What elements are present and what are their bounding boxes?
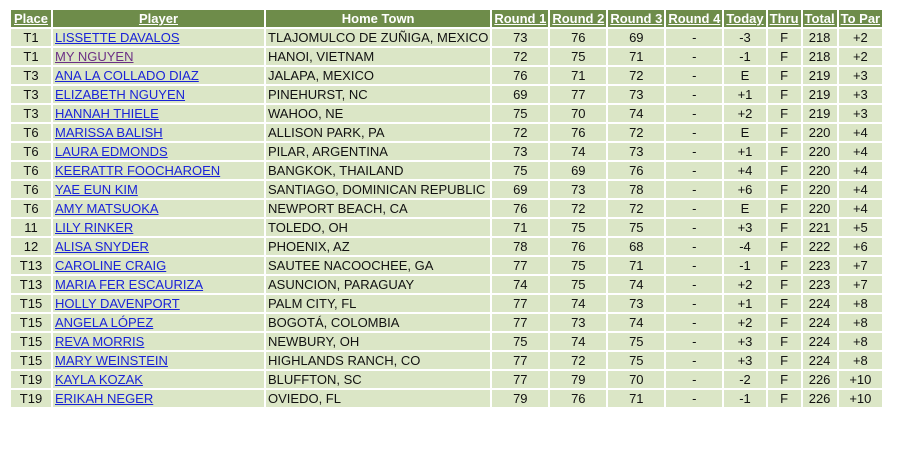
total-cell: 226 xyxy=(803,371,837,388)
thru-cell: F xyxy=(768,200,801,217)
player-cell xyxy=(53,105,264,122)
hometown-cell: ASUNCION, PARAGUAY xyxy=(266,276,490,293)
player-cell xyxy=(53,143,264,160)
place-cell: T19 xyxy=(11,390,51,407)
hometown-cell: PALM CITY, FL xyxy=(266,295,490,312)
hometown-cell: TLAJOMULCO DE ZUÑIGA, MEXICO xyxy=(268,30,489,45)
table-row xyxy=(11,200,882,217)
thru-cell: F xyxy=(768,295,801,312)
thru-cell: F xyxy=(768,48,801,65)
column-header-to-par[interactable]: To Par xyxy=(840,11,881,26)
hometown-cell: BANGKOK, THAILAND xyxy=(266,162,490,179)
place-cell: T6 xyxy=(11,181,51,198)
table-row xyxy=(11,124,882,141)
player-cell xyxy=(53,181,264,198)
round-4-cell: - xyxy=(666,86,722,103)
player-link[interactable]: MARY WEINSTEIN xyxy=(55,353,168,368)
round-3-cell: 70 xyxy=(608,371,664,388)
player-link[interactable]: HOLLY DAVENPORT xyxy=(55,296,180,311)
round-4-cell: - xyxy=(666,276,722,293)
round-1-cell: 72 xyxy=(492,48,548,65)
player-cell xyxy=(53,29,264,46)
round-3-cell: 68 xyxy=(608,238,664,255)
today-cell: -1 xyxy=(724,48,765,65)
total-cell: 224 xyxy=(803,333,837,350)
player-link[interactable]: HANNAH THIELE xyxy=(55,106,159,121)
today-cell: +2 xyxy=(724,276,765,293)
thru-cell: F xyxy=(768,314,801,331)
place-cell: T6 xyxy=(11,124,51,141)
thru-cell: F xyxy=(768,143,801,160)
today-cell: +6 xyxy=(724,181,765,198)
player-link[interactable]: ELIZABETH NGUYEN xyxy=(55,87,186,102)
to-par-cell: +4 xyxy=(839,162,883,179)
player-cell xyxy=(53,162,264,179)
round-2-cell: 71 xyxy=(550,67,606,84)
total-cell: 220 xyxy=(803,162,837,179)
total-cell: 219 xyxy=(803,67,837,84)
player-link[interactable]: YAE EUN KIM xyxy=(55,182,138,197)
round-3-cell: 75 xyxy=(608,333,664,350)
today-cell: +4 xyxy=(724,162,765,179)
round-1-cell: 79 xyxy=(492,390,548,407)
thru-cell: F xyxy=(768,162,801,179)
round-4-cell: - xyxy=(666,371,722,388)
player-cell xyxy=(53,371,264,388)
round-1-cell: 77 xyxy=(492,314,548,331)
round-4-cell: - xyxy=(666,219,722,236)
round-1-cell: 71 xyxy=(492,219,548,236)
to-par-cell: +8 xyxy=(839,352,883,369)
player-link[interactable]: LAURA EDMONDS xyxy=(55,144,168,159)
thru-cell: F xyxy=(768,86,801,103)
hometown-cell: BOGOTÁ, COLOMBIA xyxy=(266,314,490,331)
to-par-cell: +4 xyxy=(839,143,883,160)
thru-cell: F xyxy=(768,29,801,46)
round-2-cell: 75 xyxy=(550,276,606,293)
round-2-cell: 74 xyxy=(550,295,606,312)
round-3-cell: 71 xyxy=(608,390,664,407)
thru-cell: F xyxy=(768,257,801,274)
round-2-cell: 75 xyxy=(550,219,606,236)
leaderboard-body xyxy=(11,29,882,407)
to-par-cell: +3 xyxy=(839,86,883,103)
column-header-round-4[interactable]: Round 4 xyxy=(668,11,721,26)
round-1-cell: 76 xyxy=(492,200,548,217)
round-2-cell: 74 xyxy=(550,143,606,160)
round-4-cell: - xyxy=(666,314,722,331)
place-cell: T3 xyxy=(11,86,51,103)
today-cell: +1 xyxy=(724,86,765,103)
round-1-cell: 72 xyxy=(492,124,548,141)
player-link[interactable]: MY NGUYEN xyxy=(55,49,134,64)
table-row xyxy=(11,276,882,293)
place-cell: T6 xyxy=(11,143,51,160)
hometown-cell: PHOENIX, AZ xyxy=(266,238,490,255)
round-2-cell: 72 xyxy=(550,352,606,369)
round-2-cell: 72 xyxy=(550,200,606,217)
today-cell: +3 xyxy=(724,333,765,350)
today-cell: E xyxy=(724,200,765,217)
round-1-cell: 77 xyxy=(492,295,548,312)
table-row xyxy=(11,67,882,84)
player-cell xyxy=(53,257,264,274)
table-row xyxy=(11,295,882,312)
total-cell: 220 xyxy=(803,200,837,217)
to-par-cell: +10 xyxy=(839,390,883,407)
round-2-cell: 69 xyxy=(550,162,606,179)
round-4-cell: - xyxy=(666,143,722,160)
player-cell xyxy=(53,314,264,331)
round-2-cell: 79 xyxy=(550,371,606,388)
total-cell: 222 xyxy=(803,238,837,255)
player-link[interactable]: CAROLINE CRAIG xyxy=(55,258,167,273)
hometown-cell: SANTIAGO, DOMINICAN REPUBLIC xyxy=(266,181,490,198)
round-3-cell: 71 xyxy=(608,257,664,274)
table-row xyxy=(11,29,882,46)
round-3-cell: 74 xyxy=(608,314,664,331)
today-cell: +2 xyxy=(724,105,765,122)
round-3-cell: 72 xyxy=(608,124,664,141)
today-cell: -4 xyxy=(724,238,765,255)
total-cell: 220 xyxy=(803,143,837,160)
hometown-cell: HANOI, VIETNAM xyxy=(266,48,490,65)
player-link[interactable]: KEERATTR FOOCHAROEN xyxy=(55,163,221,178)
round-4-cell: - xyxy=(666,238,722,255)
player-cell xyxy=(53,200,264,217)
to-par-cell: +4 xyxy=(839,200,883,217)
thru-cell: F xyxy=(768,219,801,236)
round-3-cell: 74 xyxy=(608,105,664,122)
table-row xyxy=(11,219,882,236)
round-4-cell: - xyxy=(666,200,722,217)
leaderboard-table xyxy=(9,8,884,409)
hometown-cell: HIGHLANDS RANCH, CO xyxy=(266,352,490,369)
total-cell: 221 xyxy=(803,219,837,236)
round-2-cell: 70 xyxy=(550,105,606,122)
column-header-round-1[interactable]: Round 1 xyxy=(494,11,547,26)
round-3-cell: 75 xyxy=(608,352,664,369)
today-cell: +2 xyxy=(724,314,765,331)
thru-cell: F xyxy=(768,352,801,369)
to-par-cell: +5 xyxy=(839,219,883,236)
total-cell: 218 xyxy=(803,48,837,65)
player-link[interactable]: MARIA FER ESCAURIZA xyxy=(55,277,204,292)
hometown-cell: TOLEDO, OH xyxy=(266,219,490,236)
to-par-cell: +4 xyxy=(839,181,883,198)
round-4-cell: - xyxy=(666,352,722,369)
to-par-cell: +7 xyxy=(839,276,883,293)
round-4-cell: - xyxy=(666,333,722,350)
place-cell: T15 xyxy=(11,333,51,350)
hometown-cell: WAHOO, NE xyxy=(266,105,490,122)
table-row xyxy=(11,333,882,350)
round-2-cell: 75 xyxy=(550,257,606,274)
place-cell: T3 xyxy=(11,105,51,122)
place-cell: T15 xyxy=(11,295,51,312)
place-cell: 11 xyxy=(11,219,51,236)
player-cell xyxy=(53,333,264,350)
round-2-cell: 76 xyxy=(550,238,606,255)
round-2-cell: 77 xyxy=(550,86,606,103)
hometown-cell: PILAR, ARGENTINA xyxy=(266,143,490,160)
round-2-cell: 76 xyxy=(550,29,606,46)
round-1-cell: 73 xyxy=(492,29,548,46)
player-cell xyxy=(53,276,264,293)
player-cell xyxy=(53,48,264,65)
round-2-cell: 76 xyxy=(550,390,606,407)
column-header-thru[interactable]: Thru xyxy=(769,11,799,26)
today-cell: -2 xyxy=(724,371,765,388)
today-cell: -1 xyxy=(724,257,765,274)
round-1-cell: 78 xyxy=(492,238,548,255)
today-cell: +1 xyxy=(724,143,765,160)
today-cell: +3 xyxy=(724,352,765,369)
round-3-cell: 73 xyxy=(608,295,664,312)
thru-cell: F xyxy=(768,181,801,198)
player-link[interactable]: ANGELA LÓPEZ xyxy=(55,315,154,330)
column-header-home-town: Home Town xyxy=(266,10,490,27)
player-link[interactable]: AMY MATSUOKA xyxy=(55,201,159,216)
place-cell: T19 xyxy=(11,371,51,388)
place-cell: T1 xyxy=(11,29,51,46)
round-4-cell: - xyxy=(666,295,722,312)
hometown-cell: NEWBURY, OH xyxy=(266,333,490,350)
hometown-cell: JALAPA, MEXICO xyxy=(266,67,490,84)
round-1-cell: 74 xyxy=(492,276,548,293)
round-1-cell: 69 xyxy=(492,86,548,103)
player-link[interactable]: MARISSA BALISH xyxy=(55,125,163,140)
to-par-cell: +6 xyxy=(839,238,883,255)
thru-cell: F xyxy=(768,67,801,84)
round-3-cell: 78 xyxy=(608,181,664,198)
round-3-cell: 73 xyxy=(608,86,664,103)
round-4-cell: - xyxy=(666,48,722,65)
round-1-cell: 73 xyxy=(492,143,548,160)
round-1-cell: 75 xyxy=(492,333,548,350)
round-4-cell: - xyxy=(666,162,722,179)
round-4-cell: - xyxy=(666,124,722,141)
table-row xyxy=(11,238,882,255)
round-3-cell: 69 xyxy=(608,29,664,46)
round-3-cell: 76 xyxy=(608,162,664,179)
hometown-cell: SAUTEE NACOOCHEE, GA xyxy=(266,257,490,274)
round-3-cell: 71 xyxy=(608,48,664,65)
round-4-cell: - xyxy=(666,181,722,198)
hometown-cell: PINEHURST, NC xyxy=(266,86,490,103)
player-link[interactable]: REVA MORRIS xyxy=(55,334,145,349)
thru-cell: F xyxy=(768,333,801,350)
column-header-today[interactable]: Today xyxy=(726,11,764,26)
total-cell: 224 xyxy=(803,295,837,312)
round-4-cell: - xyxy=(666,257,722,274)
player-cell xyxy=(53,238,264,255)
column-header-total[interactable]: Total xyxy=(804,11,835,26)
round-1-cell: 77 xyxy=(492,352,548,369)
today-cell: +1 xyxy=(724,295,765,312)
to-par-cell: +7 xyxy=(839,257,883,274)
today-cell: E xyxy=(724,124,765,141)
to-par-cell: +8 xyxy=(839,295,883,312)
place-cell: T3 xyxy=(11,67,51,84)
round-2-cell: 76 xyxy=(550,124,606,141)
player-link[interactable]: ANA LA COLLADO DIAZ xyxy=(55,68,199,83)
round-2-cell: 73 xyxy=(550,181,606,198)
table-row xyxy=(11,352,882,369)
round-3-cell: 72 xyxy=(608,67,664,84)
table-row xyxy=(11,48,882,65)
column-header-player[interactable]: Player xyxy=(53,10,264,27)
total-cell: 223 xyxy=(803,257,837,274)
column-header-round-3[interactable]: Round 3 xyxy=(610,11,663,26)
round-1-cell: 77 xyxy=(492,371,548,388)
to-par-cell: +3 xyxy=(839,67,883,84)
round-1-cell: 76 xyxy=(492,67,548,84)
player-cell xyxy=(53,124,264,141)
place-cell: T6 xyxy=(11,162,51,179)
player-cell xyxy=(53,352,264,369)
place-cell: T15 xyxy=(11,314,51,331)
table-row xyxy=(11,143,882,160)
player-cell xyxy=(53,86,264,103)
total-cell: 223 xyxy=(803,276,837,293)
place-cell: T1 xyxy=(11,48,51,65)
hometown-cell: OVIEDO, FL xyxy=(266,390,490,407)
round-3-cell: 75 xyxy=(608,219,664,236)
to-par-cell: +10 xyxy=(839,371,883,388)
round-3-cell: 73 xyxy=(608,143,664,160)
to-par-cell: +8 xyxy=(839,333,883,350)
place-cell: T15 xyxy=(11,352,51,369)
column-header-round-2[interactable]: Round 2 xyxy=(552,11,605,26)
table-row xyxy=(11,181,882,198)
table-row xyxy=(11,257,882,274)
player-cell xyxy=(53,219,264,236)
round-4-cell: - xyxy=(666,67,722,84)
round-1-cell: 75 xyxy=(492,105,548,122)
total-cell: 220 xyxy=(803,181,837,198)
total-cell: 218 xyxy=(803,29,837,46)
total-cell: 224 xyxy=(803,314,837,331)
table-row xyxy=(11,105,882,122)
place-cell: T13 xyxy=(11,257,51,274)
player-cell xyxy=(53,390,264,407)
thru-cell: F xyxy=(768,390,801,407)
round-4-cell: - xyxy=(666,105,722,122)
today-cell: +3 xyxy=(724,219,765,236)
round-1-cell: 77 xyxy=(492,257,548,274)
total-cell: 219 xyxy=(803,105,837,122)
hometown-cell: BLUFFTON, SC xyxy=(266,371,490,388)
player-cell xyxy=(53,67,264,84)
player-link[interactable]: LILY RINKER xyxy=(55,220,134,235)
round-4-cell: - xyxy=(666,390,722,407)
to-par-cell: +2 xyxy=(839,29,883,46)
total-cell: 224 xyxy=(803,352,837,369)
round-1-cell: 69 xyxy=(492,181,548,198)
total-cell: 219 xyxy=(803,86,837,103)
to-par-cell: +4 xyxy=(839,124,883,141)
hometown-cell: NEWPORT BEACH, CA xyxy=(266,200,490,217)
player-link[interactable]: ERIKAH NEGER xyxy=(55,391,154,406)
round-3-cell: 72 xyxy=(608,200,664,217)
column-header-place[interactable]: Place xyxy=(11,10,51,27)
player-cell xyxy=(53,295,264,312)
total-cell: 220 xyxy=(803,124,837,141)
round-2-cell: 75 xyxy=(550,48,606,65)
total-cell: 226 xyxy=(803,390,837,407)
thru-cell: F xyxy=(768,276,801,293)
table-row xyxy=(11,314,882,331)
to-par-cell: +8 xyxy=(839,314,883,331)
table-row xyxy=(11,86,882,103)
place-cell: T6 xyxy=(11,200,51,217)
round-2-cell: 73 xyxy=(550,314,606,331)
round-4-cell: - xyxy=(666,29,722,46)
today-cell: E xyxy=(724,67,765,84)
player-link[interactable]: KAYLA KOZAK xyxy=(55,372,143,387)
player-link[interactable]: LISSETTE DAVALOS xyxy=(55,30,180,45)
round-3-cell: 74 xyxy=(608,276,664,293)
thru-cell: F xyxy=(768,124,801,141)
header-row xyxy=(11,10,882,27)
table-row xyxy=(11,390,882,407)
round-1-cell: 75 xyxy=(492,162,548,179)
to-par-cell: +2 xyxy=(839,48,883,65)
thru-cell: F xyxy=(768,371,801,388)
table-row xyxy=(11,371,882,388)
today-cell: -1 xyxy=(724,390,765,407)
place-cell: T13 xyxy=(11,276,51,293)
thru-cell: F xyxy=(768,105,801,122)
to-par-cell: +3 xyxy=(839,105,883,122)
place-cell: 12 xyxy=(11,238,51,255)
thru-cell: F xyxy=(768,238,801,255)
hometown-cell: ALLISON PARK, PA xyxy=(266,124,490,141)
today-cell: -3 xyxy=(724,29,765,46)
player-link[interactable]: ALISA SNYDER xyxy=(55,239,149,254)
round-2-cell: 74 xyxy=(550,333,606,350)
table-row xyxy=(11,162,882,179)
